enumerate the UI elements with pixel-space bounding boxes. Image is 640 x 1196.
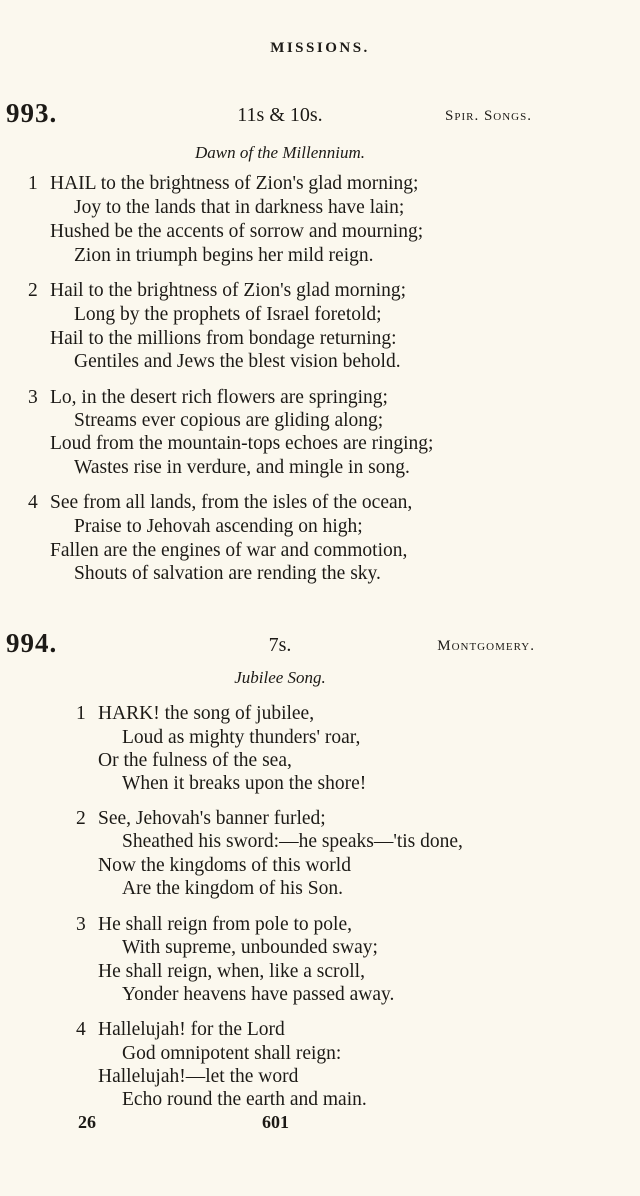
verse-line: When it breaks upon the shore! bbox=[122, 773, 367, 794]
verse-line: God omnipotent shall reign: bbox=[122, 1043, 342, 1064]
verse-line: Zion in triumph begins her mild reign. bbox=[74, 245, 374, 266]
verse-line: Hallelujah! for the Lord bbox=[98, 1019, 285, 1040]
verse-line: Now the kingdoms of this world bbox=[98, 855, 351, 876]
hymn-author: Spir. Songs. bbox=[444, 108, 532, 124]
hymn-number: 993. bbox=[6, 98, 58, 128]
verse-line: Or the fulness of the sea, bbox=[98, 750, 292, 771]
verse-line: See, Jehovah's banner furled; bbox=[98, 808, 326, 829]
hymn-title: Dawn of the Millennium. bbox=[195, 143, 365, 162]
verse-line: See from all lands, from the isles of the ocean, bbox=[50, 492, 413, 513]
verse-line: Echo round the earth and main. bbox=[122, 1089, 367, 1110]
stanza-number: 1 bbox=[76, 703, 86, 724]
verse-line: Streams ever copious are gliding along; bbox=[74, 410, 384, 431]
stanza-number: 3 bbox=[28, 387, 38, 408]
verse-line: Hallelujah!—let the word bbox=[98, 1066, 299, 1087]
page-number: 601 bbox=[262, 1112, 289, 1132]
stanza-number: 4 bbox=[76, 1019, 86, 1040]
verse-line: Joy to the lands that in darkness have lain; bbox=[74, 197, 405, 218]
verse-line: HAIL to the brightness of Zion's glad morning; bbox=[50, 173, 419, 194]
verse-line: He shall reign from pole to pole, bbox=[98, 914, 352, 935]
hymn-title: Jubilee Song. bbox=[234, 668, 326, 687]
verse-line: Hail to the millions from bondage returning: bbox=[50, 328, 397, 349]
verse-line: Loud as mighty thunders' roar, bbox=[122, 727, 361, 748]
verse-line: Hail to the brightness of Zion's glad morning; bbox=[50, 280, 407, 301]
verse-line: Shouts of salvation are rending the sky. bbox=[74, 563, 381, 584]
hymn-meter: 7s. bbox=[268, 634, 292, 656]
verse-line: Fallen are the engines of war and commotion, bbox=[50, 540, 408, 561]
stanza-number: 1 bbox=[28, 173, 38, 194]
stanza-number: 3 bbox=[76, 914, 86, 935]
stanza-number: 2 bbox=[76, 808, 86, 829]
verse-line: Hushed be the accents of sorrow and mourning; bbox=[50, 221, 424, 242]
verse-line: Loud from the mountain-tops echoes are ringing; bbox=[50, 433, 434, 454]
verse-line: Yonder heavens have passed away. bbox=[122, 984, 395, 1005]
hymn-993-header bbox=[0, 98, 640, 132]
verse-line: Lo, in the desert rich flowers are springing; bbox=[50, 387, 388, 408]
stanza-number: 4 bbox=[28, 492, 38, 513]
verse-line: Are the kingdom of his Son. bbox=[122, 878, 343, 899]
stanza-number: 2 bbox=[28, 280, 38, 301]
hymn-meter: 11s & 10s. bbox=[237, 104, 323, 126]
verse-line: HARK! the song of jubilee, bbox=[98, 703, 315, 724]
verse-line: Wastes rise in verdure, and mingle in song. bbox=[74, 457, 410, 478]
verse-line: Gentiles and Jews the blest vision behold. bbox=[74, 351, 401, 372]
verse-line: Praise to Jehovah ascending on high; bbox=[74, 516, 363, 537]
hymn-994-header bbox=[0, 628, 640, 662]
verse-line: He shall reign, when, like a scroll, bbox=[98, 961, 365, 982]
hymn-number: 994. bbox=[6, 628, 58, 658]
verse-line: Sheathed his sword:—he speaks—'tis done, bbox=[122, 831, 463, 852]
signature-mark: 26 bbox=[78, 1112, 96, 1132]
verse-line: Long by the prophets of Israel foretold; bbox=[74, 304, 382, 325]
running-head: MISSIONS. bbox=[270, 40, 370, 56]
verse-line: With supreme, unbounded sway; bbox=[122, 937, 378, 958]
hymn-author: Montgomery. bbox=[437, 638, 535, 654]
